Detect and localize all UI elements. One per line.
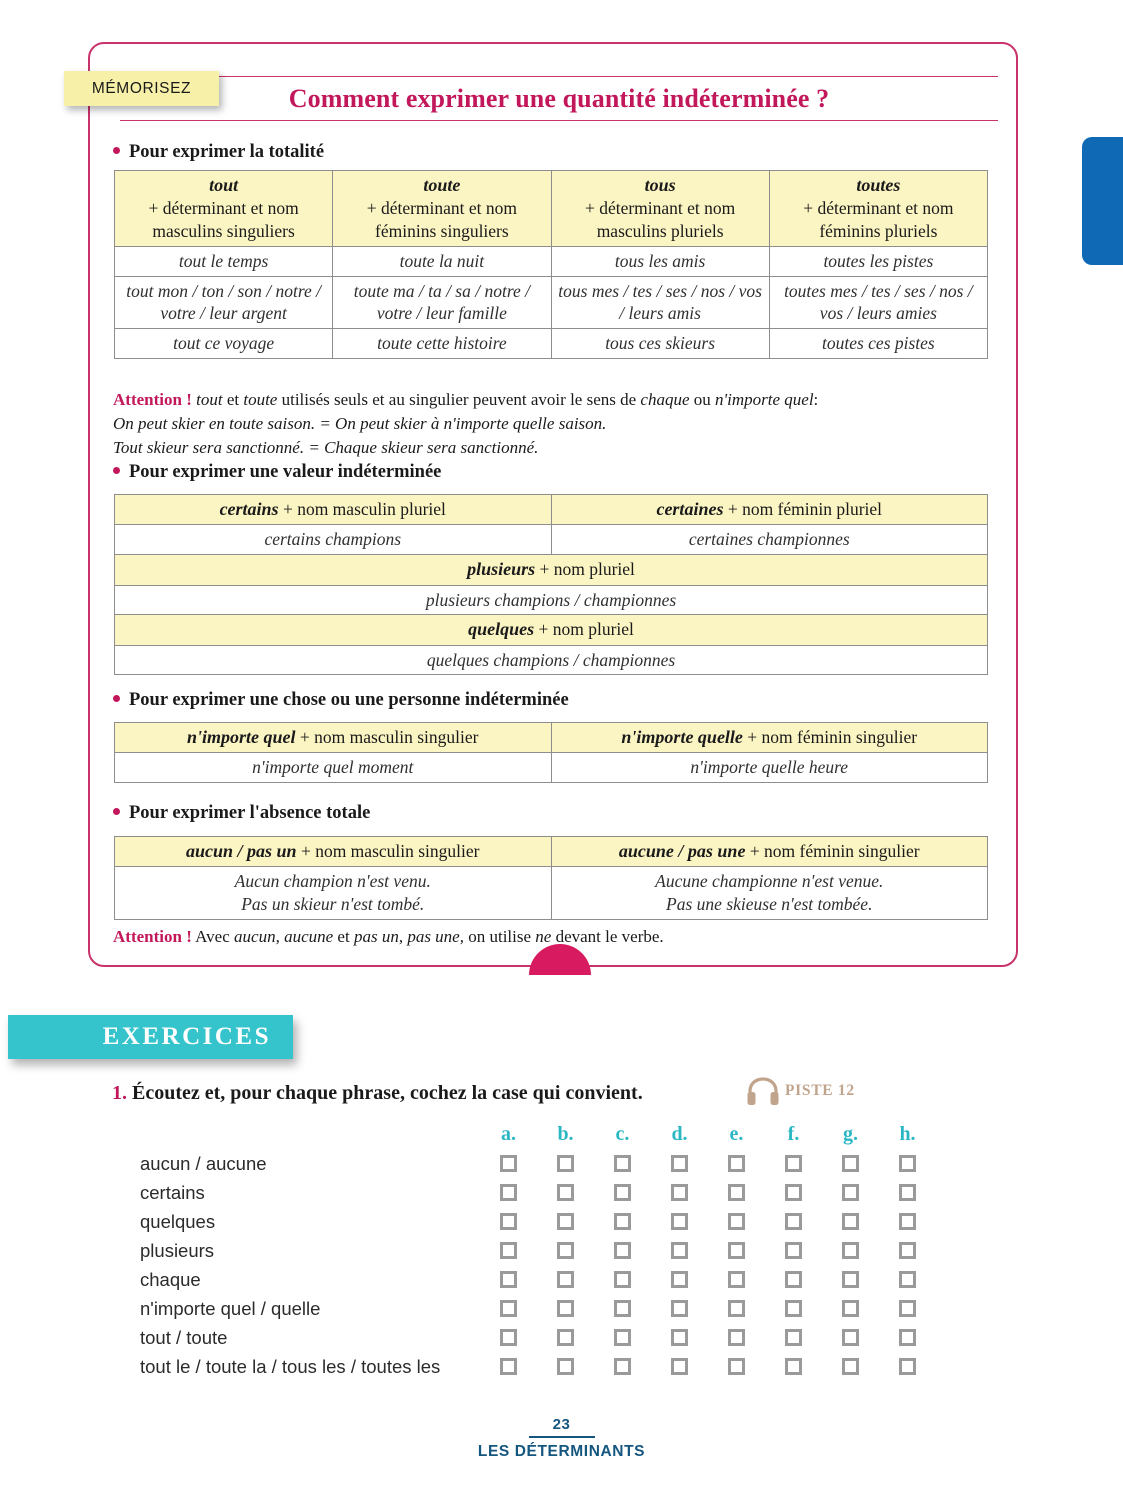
table-absence-totale	[114, 836, 988, 920]
checkbox[interactable]	[671, 1329, 688, 1346]
table-totalite	[114, 170, 988, 359]
header-desc: + déterminant et nom féminins pluriels	[803, 198, 954, 242]
section-heading-totalite	[113, 142, 324, 163]
headphones-icon	[746, 1076, 780, 1106]
header-desc: + nom féminin singulier	[749, 841, 920, 861]
checkbox[interactable]	[614, 1213, 631, 1230]
table-cell: tous les amis	[551, 246, 769, 276]
table-row	[115, 867, 988, 920]
grid-column-header: e.	[729, 1123, 744, 1145]
bullet-icon	[113, 695, 120, 702]
table-cell: tout mon / ton / son / notre / votre / leur argent	[115, 276, 333, 329]
checkbox[interactable]	[557, 1329, 574, 1346]
checkbox[interactable]	[899, 1300, 916, 1317]
checkbox[interactable]	[842, 1242, 859, 1259]
table-header-cell	[115, 495, 552, 525]
table-row	[115, 585, 988, 615]
note-emph: tout	[196, 390, 223, 409]
checkbox[interactable]	[728, 1358, 745, 1375]
keyword: toute	[423, 175, 461, 195]
checkbox[interactable]	[557, 1242, 574, 1259]
table-row	[115, 329, 988, 359]
exercise-1-grid	[140, 1120, 940, 1381]
note-emph: pas un, pas une,	[353, 927, 464, 946]
table-row-header	[115, 171, 988, 247]
table-valeur-indeterminee	[114, 494, 988, 675]
bullet-icon	[113, 467, 120, 474]
checkbox[interactable]	[842, 1155, 859, 1172]
grid-row-label: quelques	[140, 1210, 216, 1232]
grid-column-header: h.	[899, 1123, 916, 1145]
keyword: aucune / pas une	[618, 841, 746, 861]
keyword: tout	[209, 175, 239, 195]
table-cell: toute ma / ta / sa / notre / votre / leur famille	[333, 276, 551, 329]
exercise-number: 1.	[112, 1082, 127, 1104]
keyword: certaines	[656, 499, 724, 519]
table-cell: n'importe quelle heure	[551, 753, 988, 783]
checkbox[interactable]	[728, 1242, 745, 1259]
checkbox[interactable]	[671, 1155, 688, 1172]
table-header-cell	[551, 723, 988, 753]
chapter-title: LES DÉTERMINANTS	[477, 1442, 646, 1460]
checkbox[interactable]	[785, 1184, 802, 1201]
checkbox[interactable]	[785, 1329, 802, 1346]
checkbox[interactable]	[728, 1329, 745, 1346]
checkbox[interactable]	[728, 1300, 745, 1317]
checkbox[interactable]	[899, 1329, 916, 1346]
keyword: aucun / pas un	[186, 841, 297, 861]
memorise-title-band	[120, 76, 998, 121]
grid-row	[140, 1352, 940, 1381]
grid-column-header: b.	[557, 1123, 574, 1145]
checkbox[interactable]	[842, 1271, 859, 1288]
checkbox[interactable]	[785, 1213, 802, 1230]
checkbox[interactable]	[671, 1242, 688, 1259]
exercices-banner	[8, 1015, 293, 1059]
grid-row-label: aucun / aucune	[140, 1152, 267, 1174]
example-line: Pas un skieur n'est tombé.	[241, 894, 425, 915]
keyword: plusieurs	[467, 559, 536, 580]
table-header-cell	[551, 837, 988, 867]
table-row-header	[115, 837, 988, 867]
section-heading-valeur	[113, 462, 441, 483]
checkbox[interactable]	[899, 1213, 916, 1230]
checkbox[interactable]	[614, 1184, 631, 1201]
grid-row	[140, 1236, 940, 1265]
bullet-icon	[113, 808, 120, 815]
grid-column-header: d.	[671, 1123, 688, 1145]
note-text: ou	[693, 390, 711, 409]
grid-row-label: n'importe quel / quelle	[140, 1297, 321, 1319]
grid-row-label: tout / toute	[140, 1326, 228, 1348]
section-heading-absence	[113, 803, 370, 824]
grid-column-header: c.	[615, 1123, 630, 1145]
table-cell: tous ces skieurs	[551, 329, 769, 359]
note-example: Tout skieur sera sanctionné. = Chaque skieur sera sanctionné.	[113, 438, 539, 458]
checkbox[interactable]	[842, 1184, 859, 1201]
example-line: Aucun champion n'est venu.	[234, 871, 431, 892]
attention-note-2	[113, 925, 943, 949]
checkbox[interactable]	[557, 1271, 574, 1288]
table-header-cell	[333, 171, 551, 247]
table-row	[115, 246, 988, 276]
checkbox[interactable]	[614, 1271, 631, 1288]
table-cell: n'importe quel moment	[115, 753, 552, 783]
section-heading-label: Pour exprimer l'absence totale	[129, 803, 371, 823]
audio-track-indicator[interactable]	[746, 1076, 855, 1106]
example-line: Aucune championne n'est venue.	[655, 871, 884, 892]
table-cell: tout ce voyage	[115, 329, 333, 359]
table-nimporte-quel	[114, 722, 988, 783]
checkbox[interactable]	[500, 1155, 517, 1172]
exercise-instruction-text: Écoutez et, pour chaque phrase, cochez la case qui convient.	[132, 1082, 643, 1104]
grid-row	[140, 1265, 940, 1294]
keyword: toutes	[856, 175, 901, 195]
note-example: On peut skier en toute saison. = On peut skier à n'importe quelle saison.	[113, 414, 607, 434]
grid-row-label: certains	[140, 1181, 205, 1203]
checkbox[interactable]	[728, 1271, 745, 1288]
note-emph: chaque	[640, 390, 690, 409]
table-row	[115, 753, 988, 783]
header-desc: + nom pluriel	[538, 619, 634, 640]
grid-row	[140, 1323, 940, 1352]
table-row-header	[115, 615, 988, 645]
table-header-cell	[115, 555, 988, 585]
memorise-tab-label: MÉMORISEZ	[91, 79, 192, 97]
section-heading-label: Pour exprimer une chose ou une personne indéterminée	[129, 690, 569, 710]
table-row	[115, 276, 988, 329]
checkbox[interactable]	[785, 1242, 802, 1259]
note-text: et	[337, 927, 350, 946]
section-heading-chose-personne	[113, 690, 569, 711]
checkbox[interactable]	[500, 1242, 517, 1259]
bullet-icon	[113, 147, 120, 154]
keyword: n'importe quelle	[621, 727, 743, 747]
grid-row	[140, 1178, 940, 1207]
checkbox[interactable]	[671, 1184, 688, 1201]
checkbox[interactable]	[899, 1184, 916, 1201]
note-emph: n'importe quel	[715, 390, 814, 409]
header-desc: + déterminant et nom masculins pluriels	[584, 198, 736, 242]
checkbox[interactable]	[614, 1242, 631, 1259]
checkbox[interactable]	[500, 1358, 517, 1375]
checkbox[interactable]	[557, 1155, 574, 1172]
table-header-cell	[115, 723, 552, 753]
note-text: :	[813, 390, 819, 409]
table-header-cell	[769, 171, 987, 247]
header-desc: + nom masculin singulier	[299, 727, 479, 747]
grid-row-label: tout le / toute la / tous les / toutes les	[140, 1355, 441, 1377]
page-number: 23	[552, 1416, 571, 1433]
note-text: utilisés seuls et au singulier peuvent avoir le sens de	[281, 390, 637, 409]
memorise-tab	[64, 71, 219, 106]
header-desc: + déterminant et nom féminins singuliers	[366, 198, 518, 242]
grid-column-header: g.	[843, 1123, 858, 1145]
checkbox[interactable]	[842, 1329, 859, 1346]
checkbox[interactable]	[500, 1271, 517, 1288]
checkbox[interactable]	[899, 1358, 916, 1375]
attention-label: Attention !	[113, 390, 192, 409]
table-cell: certaines championnes	[551, 525, 988, 555]
table-row	[115, 525, 988, 555]
checkbox[interactable]	[500, 1300, 517, 1317]
table-header-cell	[115, 837, 552, 867]
footer-rule	[529, 1436, 595, 1438]
grid-column-header: f.	[787, 1123, 800, 1145]
checkbox[interactable]	[500, 1213, 517, 1230]
note-emph: toute	[243, 390, 278, 409]
checkbox[interactable]	[842, 1300, 859, 1317]
table-row-header	[115, 495, 988, 525]
table-header-cell	[115, 171, 333, 247]
checkbox[interactable]	[557, 1358, 574, 1375]
grid-header-row	[140, 1120, 940, 1149]
grid-row-label: plusieurs	[140, 1239, 215, 1261]
checkbox[interactable]	[614, 1300, 631, 1317]
checkbox[interactable]	[671, 1300, 688, 1317]
header-desc: + déterminant et nom masculins singuliers	[148, 198, 299, 242]
note-emph: aucun, aucune	[234, 927, 334, 946]
audio-track-label: PISTE 12	[785, 1082, 855, 1099]
side-index-tab	[1082, 137, 1123, 265]
table-cell: toute la nuit	[333, 246, 551, 276]
section-heading-label: Pour exprimer la totalité	[129, 142, 325, 162]
checkbox[interactable]	[614, 1329, 631, 1346]
grid-row-label: chaque	[140, 1268, 201, 1290]
table-cell: toutes mes / tes / ses / nos / vos / leurs amies	[769, 276, 987, 329]
checkbox[interactable]	[785, 1155, 802, 1172]
checkbox[interactable]	[671, 1213, 688, 1230]
checkbox[interactable]	[785, 1358, 802, 1375]
page-footer	[0, 1416, 1123, 1461]
checkbox[interactable]	[557, 1300, 574, 1317]
table-row-header	[115, 555, 988, 585]
table-row-header	[115, 723, 988, 753]
checkbox[interactable]	[785, 1271, 802, 1288]
keyword: n'importe quel	[187, 727, 296, 747]
note-text: on utilise	[468, 927, 532, 946]
table-cell: toutes ces pistes	[769, 329, 987, 359]
checkbox[interactable]	[728, 1155, 745, 1172]
exercise-1-instruction	[112, 1082, 643, 1105]
header-desc: + nom masculin singulier	[300, 841, 480, 861]
table-cell: quelques champions / championnes	[115, 645, 988, 675]
checkbox[interactable]	[557, 1213, 574, 1230]
note-text: et	[226, 390, 240, 409]
table-header-cell	[551, 495, 988, 525]
table-cell: tous mes / tes / ses / nos / vos / leurs amis	[551, 276, 769, 329]
checkbox[interactable]	[614, 1358, 631, 1375]
header-desc: + nom féminin singulier	[747, 727, 918, 747]
table-cell	[115, 867, 552, 920]
checkbox[interactable]	[500, 1329, 517, 1346]
checkbox[interactable]	[728, 1184, 745, 1201]
checkbox[interactable]	[842, 1358, 859, 1375]
note-emph: ne	[535, 927, 552, 946]
checkbox[interactable]	[728, 1213, 745, 1230]
note-text: Avec	[195, 927, 230, 946]
page-title: Comment exprimer une quantité indéterminée ?	[288, 83, 830, 113]
header-desc: + nom féminin pluriel	[727, 499, 883, 519]
grid-row	[140, 1207, 940, 1236]
keyword: tous	[644, 175, 676, 195]
checkbox[interactable]	[785, 1300, 802, 1317]
checkbox[interactable]	[899, 1271, 916, 1288]
grid-row	[140, 1294, 940, 1323]
grid-column-header: a.	[501, 1123, 516, 1145]
checkbox[interactable]	[557, 1184, 574, 1201]
table-cell: plusieurs champions / championnes	[115, 585, 988, 615]
checkbox[interactable]	[899, 1242, 916, 1259]
header-desc: + nom masculin pluriel	[282, 499, 446, 519]
table-row	[115, 645, 988, 675]
checkbox[interactable]	[671, 1358, 688, 1375]
table-cell: certains champions	[115, 525, 552, 555]
checkbox[interactable]	[500, 1184, 517, 1201]
checkbox[interactable]	[614, 1155, 631, 1172]
keyword: quelques	[468, 619, 535, 640]
header-desc: + nom pluriel	[539, 559, 635, 580]
note-text: devant le verbe.	[555, 927, 664, 946]
keyword: certains	[219, 499, 279, 519]
table-cell: toute cette histoire	[333, 329, 551, 359]
table-cell	[551, 867, 988, 920]
attention-label: Attention !	[113, 927, 192, 946]
table-cell: toutes les pistes	[769, 246, 987, 276]
attention-note-1	[113, 388, 943, 460]
grid-row	[140, 1149, 940, 1178]
checkbox[interactable]	[842, 1213, 859, 1230]
table-header-cell	[115, 615, 988, 645]
checkbox[interactable]	[899, 1155, 916, 1172]
exercices-banner-label: EXERCICES	[102, 1023, 271, 1050]
section-heading-label: Pour exprimer une valeur indéterminée	[129, 462, 442, 482]
checkbox[interactable]	[671, 1271, 688, 1288]
table-header-cell	[551, 171, 769, 247]
table-cell: tout le temps	[115, 246, 333, 276]
example-line: Pas une skieuse n'est tombée.	[666, 894, 873, 915]
